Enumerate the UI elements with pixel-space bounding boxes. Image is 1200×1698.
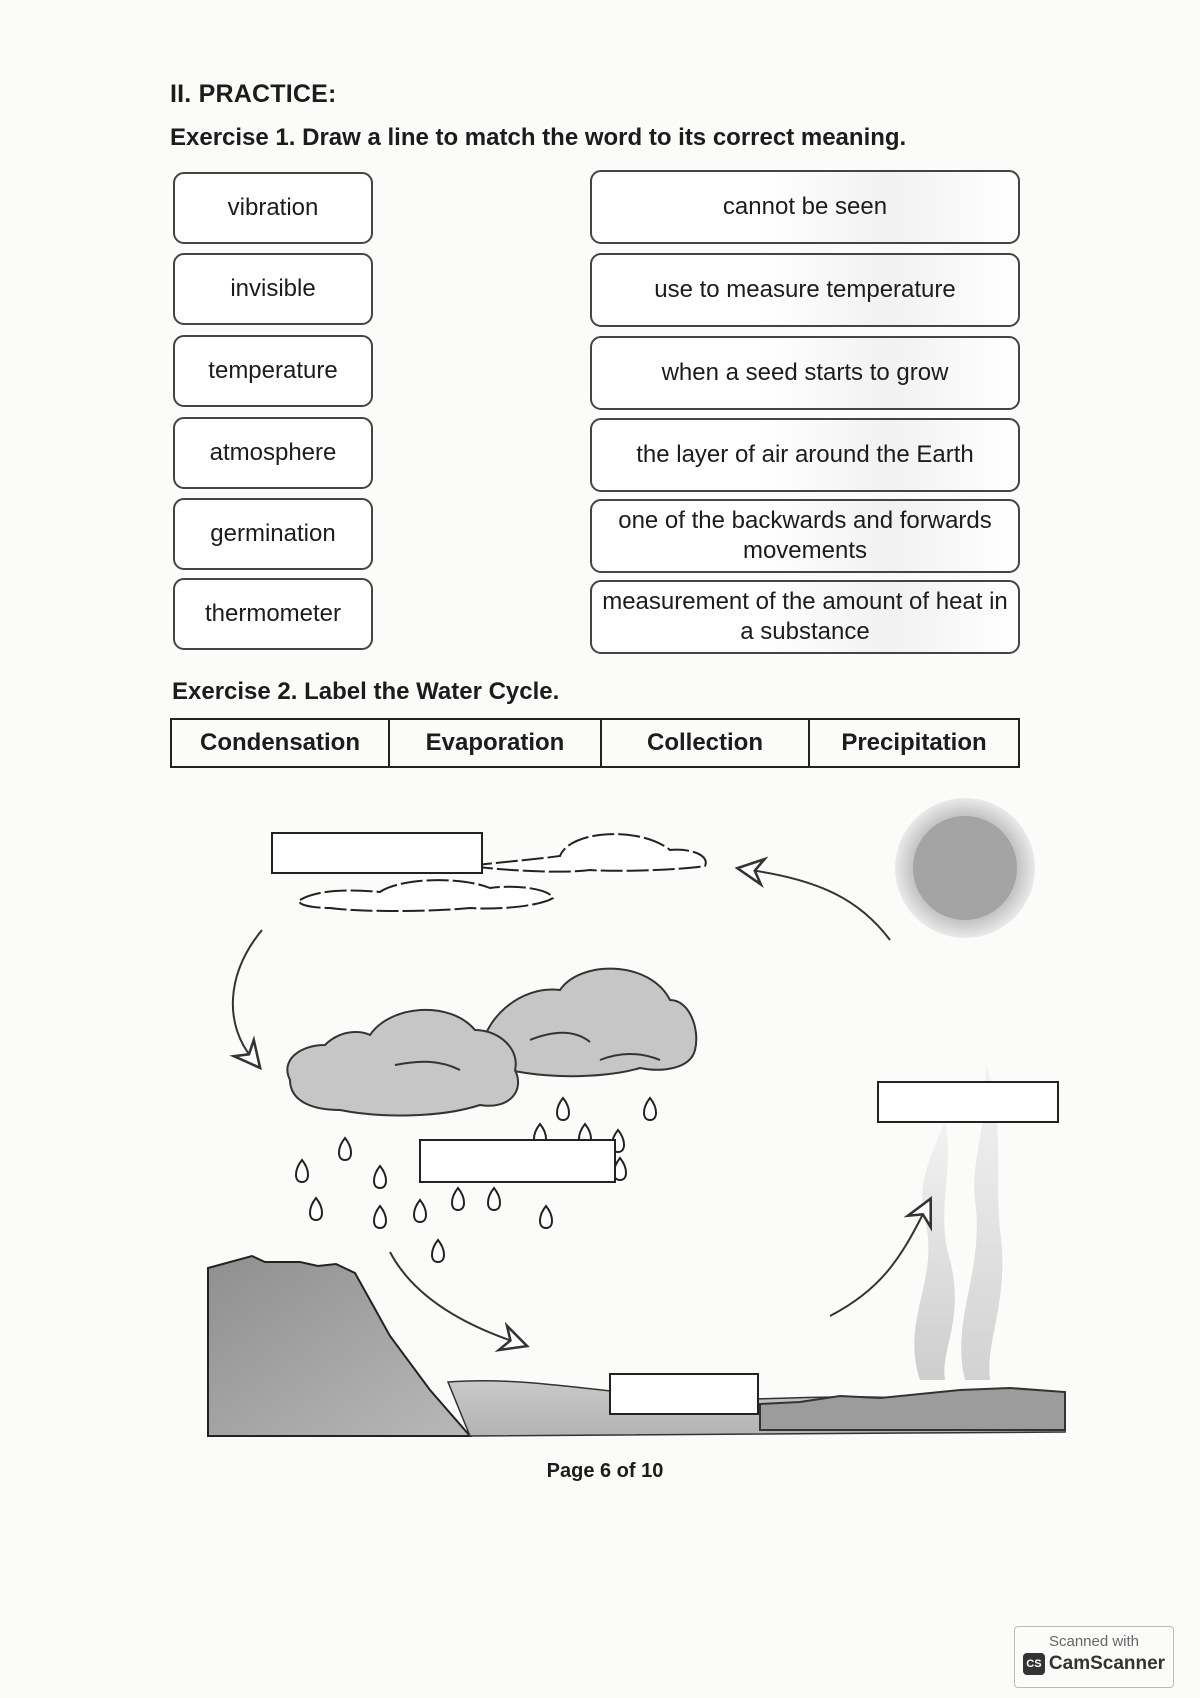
meaning-box-2[interactable]: use to measure temperature [590, 253, 1020, 327]
arrow-sun-to-cloud [750, 870, 890, 940]
rain-cloud-icon [287, 969, 696, 1116]
word-box-temperature[interactable]: temperature [173, 335, 373, 407]
blank-label-box-collection[interactable] [610, 1374, 758, 1414]
arrow-rain-to-lake [390, 1252, 515, 1342]
section-title: II. PRACTICE: [170, 80, 337, 108]
blank-label-box-precipitation[interactable] [420, 1140, 615, 1182]
word-box-atmosphere[interactable]: atmosphere [173, 417, 373, 489]
blank-label-box-evaporation[interactable] [878, 1082, 1058, 1122]
word-bank-collection: Collection [601, 719, 809, 767]
word-box-thermometer[interactable]: thermometer [173, 578, 373, 650]
exercise2-title: Exercise 2. Label the Water Cycle. [172, 678, 560, 705]
arrow-lake-to-vapour [830, 1210, 925, 1316]
meaning-box-3[interactable]: when a seed starts to grow [590, 336, 1020, 410]
sun-icon [895, 798, 1035, 938]
mountain-icon [208, 1256, 470, 1436]
arrow-cloud-down [233, 930, 262, 1058]
camscanner-logo-icon: CS [1023, 1653, 1045, 1675]
meaning-box-6[interactable]: measurement of the amount of heat in a substance [590, 580, 1020, 654]
word-bank-evaporation: Evaporation [389, 719, 601, 767]
far-shore-icon [760, 1388, 1065, 1430]
page-number: Page 6 of 10 [546, 1460, 664, 1482]
meaning-box-1[interactable]: cannot be seen [590, 170, 1020, 244]
watermark-line: Scanned with [1048, 1633, 1140, 1650]
camscanner-watermark [1014, 1626, 1174, 1688]
exercise1-title: Exercise 1. Draw a line to match the word to its correct meaning. [170, 124, 907, 151]
word-box-germination[interactable]: germination [173, 498, 373, 570]
watermark-brand: CamScanner [1048, 1653, 1166, 1674]
blank-label-box-condensation[interactable] [272, 833, 482, 873]
word-box-invisible[interactable]: invisible [173, 253, 373, 325]
meaning-box-5[interactable]: one of the backwards and forwards movements [590, 499, 1020, 573]
word-bank-condensation: Condensation [171, 719, 389, 767]
word-bank-precipitation: Precipitation [809, 719, 1019, 767]
meaning-box-4[interactable]: the layer of air around the Earth [590, 418, 1020, 492]
word-box-vibration[interactable]: vibration [173, 172, 373, 244]
